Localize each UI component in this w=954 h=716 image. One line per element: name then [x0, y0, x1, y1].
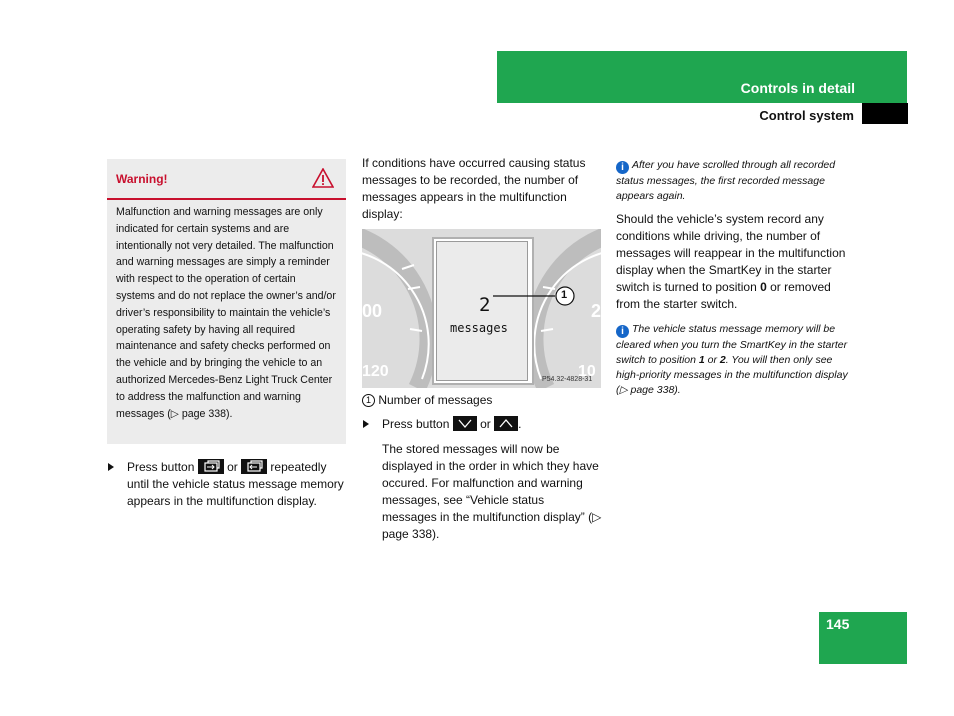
- gauge-label-right-top: 2: [591, 301, 601, 321]
- page-number: 145: [826, 616, 850, 632]
- legend-number: 1: [362, 394, 375, 407]
- info-note-2-or: or: [707, 354, 717, 366]
- step-text-post: repeatedly until the vehicle status message memory appears in the multifunction display.: [127, 460, 344, 508]
- info-note-1-text: After you have scrolled through all recorded status messages, the first recorded message appears again.: [616, 159, 836, 202]
- bullet-arrow-icon: [363, 420, 369, 428]
- position-one: 1: [698, 354, 705, 366]
- step-text-end: .: [518, 417, 522, 431]
- warning-title: Warning!: [116, 172, 168, 186]
- step-text-pre: Press button: [382, 417, 450, 431]
- gauge-label-left-bottom: 120: [362, 363, 389, 380]
- body-paragraph: [616, 211, 854, 313]
- gauge-label-right-bottom: 10: [578, 363, 596, 380]
- subsection-title: Control system: [759, 108, 854, 123]
- warning-header: [107, 159, 346, 200]
- figure-legend: [362, 392, 602, 409]
- result-paragraph: The stored messages will now be displayed in the order in which they have occured. For malfunction and warning messages, see “Vehicle status messages in the multifunction display” (▷ page 338).: [382, 442, 602, 541]
- arrow-down-button-icon: [453, 416, 477, 431]
- gauge-label-left-top: 00: [362, 301, 383, 321]
- instruction-step: [108, 459, 348, 510]
- info-note-2: [616, 322, 856, 398]
- figure-code: P54.32-4828-31: [542, 376, 593, 383]
- page-back-button-icon: [241, 459, 267, 474]
- legend-text: Number of messages: [378, 393, 493, 407]
- callout-number: 1: [561, 289, 568, 301]
- info-icon: i: [616, 325, 629, 338]
- step-text-or: or: [480, 417, 491, 431]
- body-text: Should the vehicle’s system record any conditions while driving, the number of messages will reappear in the multifunction display when the SmartKey in the starter switch is turned to position: [616, 212, 846, 294]
- bullet-arrow-icon: [108, 463, 114, 471]
- section-marker: [862, 103, 908, 124]
- warning-triangle-icon: [312, 168, 334, 188]
- info-note-1: [616, 158, 856, 204]
- arrow-up-button-icon: [494, 416, 518, 431]
- warning-text: Malfunction and warning messages are only indicated for certain systems and are intentionally not very detailed. The malfunction and warning messages are simply a reminder with respect to the operation of certain systems and do not replace the owner’s and/or driver’s responsibility to maintain the vehicle’s operating safety by having all required maintenance and safety checks performed on the vehicle and by bringing the vehicle to an authorized Mercedes-Benz Light Truck Center to address the malfunction and warning messages (▷ page 338).: [116, 206, 336, 420]
- info-note-2-text-a: The vehicle status message memory will be cleared when you turn the SmartKey in the starter switch to position: [616, 323, 848, 366]
- instrument-cluster-figure: [362, 229, 601, 388]
- instruction-step-2: [363, 416, 603, 433]
- step-text-pre: Press button: [127, 460, 195, 474]
- page-number-box: [819, 612, 907, 664]
- body-text-end: or removed from the starter switch.: [616, 280, 831, 311]
- warning-box: [107, 159, 346, 444]
- section-title: Controls in detail: [740, 80, 855, 96]
- info-note-2-text-b: . You will then only see high-priority messages in the multifunction display (▷ page 338).: [616, 354, 848, 396]
- position-zero: 0: [760, 280, 767, 294]
- messages-label: messages: [450, 321, 508, 335]
- message-count: 2: [479, 294, 491, 316]
- intro-paragraph: If conditions have occurred causing status messages to be recorded, the number of messages appears in the multifunction display:: [362, 156, 586, 221]
- info-icon: i: [616, 161, 629, 174]
- section-header-bar: [497, 51, 907, 103]
- callout-line: [362, 229, 601, 388]
- step-text-or: or: [227, 460, 238, 474]
- page-forward-button-icon: [198, 459, 224, 474]
- position-two: 2: [719, 354, 726, 366]
